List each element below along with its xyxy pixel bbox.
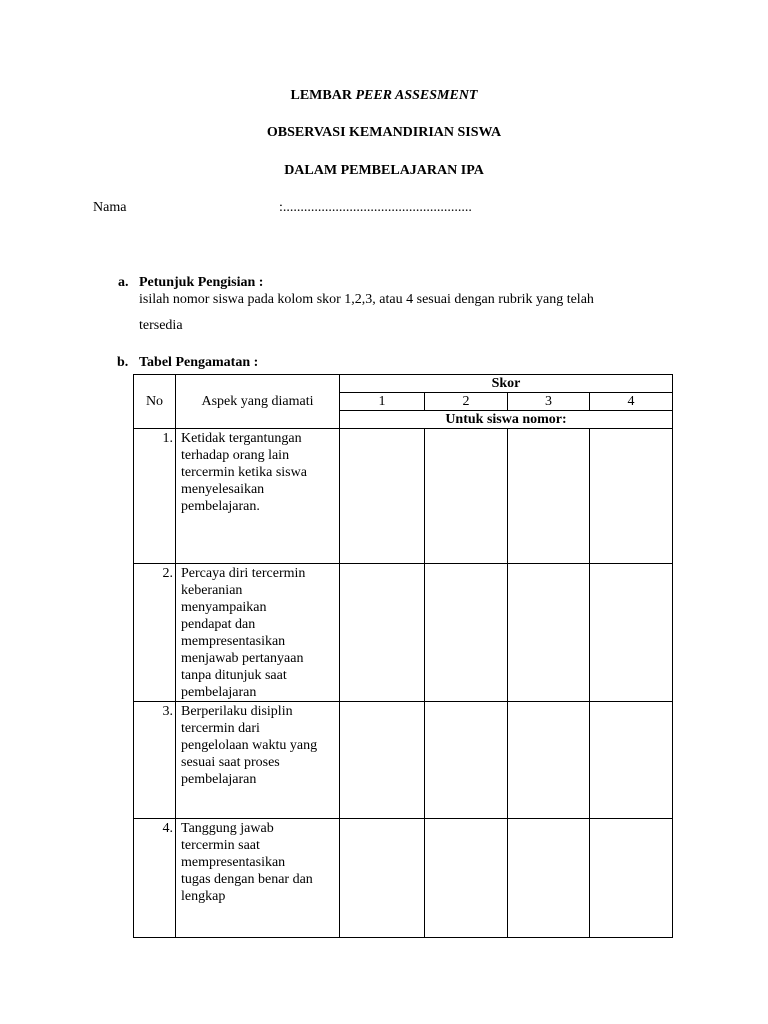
row-number: 2. [134, 564, 176, 702]
score-cell[interactable] [590, 702, 673, 819]
title-italic: PEER ASSESMENT [355, 88, 478, 103]
aspect-line: tercermin ketika siswa [181, 465, 307, 480]
header-aspect: Aspek yang diamati [176, 375, 340, 429]
skor-1: 1 [340, 393, 425, 411]
aspect-line: Percaya diri tercermin [181, 566, 306, 581]
aspect-text [176, 429, 340, 564]
aspect-line: pembelajaran [181, 685, 257, 700]
aspect-line: terhadap orang lain [181, 448, 290, 463]
section-a-marker: a. [118, 275, 129, 290]
aspect-line: mempresentasikan [181, 855, 286, 870]
aspect-text [176, 819, 340, 938]
aspect-line: Tanggung jawab [181, 821, 274, 836]
observation-table [133, 374, 673, 938]
score-cell[interactable] [590, 564, 673, 702]
score-cell[interactable] [508, 429, 590, 564]
aspect-text [176, 564, 340, 702]
score-cell[interactable] [590, 429, 673, 564]
table-row [134, 429, 673, 564]
doc-title-line3: DALAM PEMBELAJARAN IPA [284, 163, 484, 178]
score-cell[interactable] [340, 429, 425, 564]
score-cell[interactable] [508, 564, 590, 702]
score-cell[interactable] [340, 819, 425, 938]
aspect-line: mempresentasikan [181, 634, 286, 649]
score-cell[interactable] [425, 429, 508, 564]
aspect-line: pendapat dan [181, 617, 256, 632]
table-row [134, 702, 673, 819]
title-plain: LEMBAR [290, 88, 356, 103]
score-cell[interactable] [425, 819, 508, 938]
aspect-line: pengelolaan waktu yang [181, 738, 318, 753]
aspect-text [176, 702, 340, 819]
score-cell[interactable] [425, 702, 508, 819]
aspect-line: menyampaikan [181, 600, 267, 615]
header-no: No [134, 375, 176, 429]
skor-4: 4 [590, 393, 673, 411]
aspect-line: Ketidak tergantungan [181, 431, 302, 446]
aspect-line: tercermin saat [181, 838, 260, 853]
aspect-line: pembelajaran. [181, 499, 260, 514]
aspect-line: tercermin dari [181, 721, 260, 736]
nama-field: :...................................................... [279, 200, 472, 215]
aspect-line: pembelajaran [181, 772, 257, 787]
section-b-marker: b. [117, 355, 129, 370]
table-row [134, 564, 673, 702]
score-cell[interactable] [425, 564, 508, 702]
aspect-line: tanpa ditunjuk saat [181, 668, 287, 683]
section-a-heading: Petunjuk Pengisian : [139, 275, 264, 290]
aspect-line: menyelesaikan [181, 482, 265, 497]
aspect-line: Berperilaku disiplin [181, 704, 293, 719]
score-cell[interactable] [508, 819, 590, 938]
section-a-text-line1: isilah nomor siswa pada kolom skor 1,2,3, atau 4 sesuai dengan rubrik yang telah [139, 292, 594, 307]
aspect-line: keberanian [181, 583, 243, 598]
subheader-untuk-siswa: Untuk siswa nomor: [340, 411, 673, 429]
nama-label: Nama [93, 200, 127, 215]
skor-2: 2 [425, 393, 508, 411]
aspect-line: sesuai saat proses [181, 755, 280, 770]
section-b-heading: Tabel Pengamatan : [139, 355, 259, 370]
row-number: 3. [134, 702, 176, 819]
score-cell[interactable] [508, 702, 590, 819]
row-number: 1. [134, 429, 176, 564]
row-number: 4. [134, 819, 176, 938]
doc-title-line2: OBSERVASI KEMANDIRIAN SISWA [266, 125, 502, 140]
score-cell[interactable] [590, 819, 673, 938]
aspect-line: menjawab pertanyaan [181, 651, 304, 666]
skor-3: 3 [508, 393, 590, 411]
aspect-line: lengkap [181, 889, 226, 904]
section-a-text-line2: tersedia [139, 318, 183, 333]
doc-title-line1 [0, 88, 768, 104]
header-skor: Skor [340, 375, 673, 393]
aspect-line: tugas dengan benar dan [181, 872, 313, 887]
score-cell[interactable] [340, 564, 425, 702]
table-row [134, 819, 673, 938]
score-cell[interactable] [340, 702, 425, 819]
